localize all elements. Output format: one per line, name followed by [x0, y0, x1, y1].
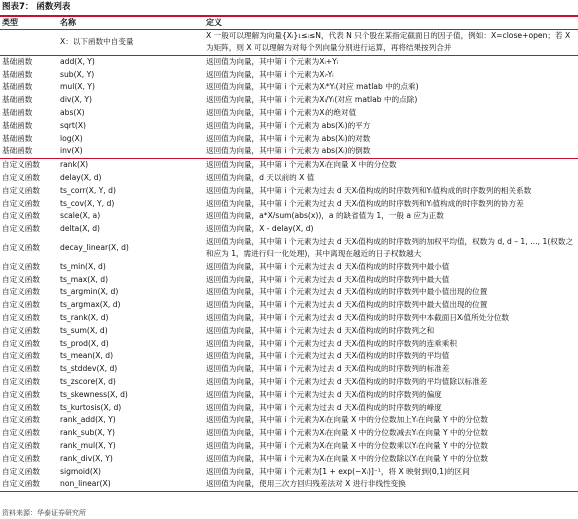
cell-name: ts_corr(X, Y, d) [60, 185, 116, 195]
cell-name: delay(X, d) [60, 172, 102, 182]
basic-function-row [0, 69, 578, 82]
cell-definition: 返回值为向量，其中第 i 个元素为Xᵢ在向量 X 中的分位数加上Yᵢ在向量 Y 中的分位数 [206, 415, 488, 425]
custom-function-row [0, 402, 578, 415]
figure-title: 图表7： 函数列表 [2, 2, 71, 12]
intro-name: X：以下函数中自变量 [60, 37, 134, 46]
custom-function-row [0, 312, 578, 325]
intro-definition: X 一般可以理解为向量{Xᵢ}₁≤ᵢ≤N，代表 N 只个股在某指定截面日的因子值，例如：X=close+open；若 X 为矩阵，则 X 可以理解为对每个列向量分别进行运算，再将结果按列合并 [206, 31, 571, 53]
cell-name: rank(X) [58, 159, 204, 172]
cell-name: non_linear(X) [58, 478, 204, 491]
cell-definition: 返回值为向量，其中第 i 个元素为过去 d 天Xᵢ值构成的时序数列中最小值 [206, 261, 450, 271]
cell-definition: 返回值为向量，其中第 i 个元素为Xᵢ在向量 X 中的分位数 [204, 159, 578, 172]
cell-type: 自定义函数 [2, 312, 40, 322]
custom-function-row [0, 261, 578, 274]
custom-function-row [0, 350, 578, 363]
cell-name: sigmoid(X) [60, 466, 101, 476]
cell-name: mul(X, Y) [60, 82, 95, 92]
cell-definition: 返回值为向量，其中第 i 个元素为Xᵢ/Yᵢ(对应 matlab 中的点除) [206, 95, 418, 105]
cell-name: sqrt(X) [60, 120, 87, 130]
cell-definition: 返回值为向量，其中第 i 个元素为过去 d 天Xᵢ值构成的时序数列的标准差 [206, 364, 450, 374]
cell-definition: 返回值为向量，其中第 i 个元素为 abs(Xᵢ)的平方 [206, 120, 371, 130]
cell-type: 自定义函数 [2, 224, 40, 234]
cell-type: 自定义函数 [2, 274, 40, 284]
custom-function-row [0, 223, 578, 236]
basic-function-row [0, 120, 578, 133]
custom-function-row [0, 376, 578, 389]
cell-definition: 返回值为向量，其中第 i 个元素为Xᵢ的绝对值 [206, 108, 357, 117]
custom-function-row [0, 172, 578, 185]
cell-definition: 返回值为向量，X - delay(X, d) [206, 224, 314, 234]
custom-function-row [0, 325, 578, 338]
cell-definition: 返回值为向量，d 天以前的 X 值 [206, 172, 315, 182]
cell-definition: 返回值为向量，其中第 i 个元素为 abs(Xᵢ)的对数 [206, 133, 371, 143]
cell-type: 自定义函数 [2, 453, 40, 463]
custom-function-row [0, 389, 578, 402]
cell-type: 基础函数 [2, 146, 33, 156]
cell-type: 基础函数 [2, 95, 33, 105]
cell-name: ts_stddev(X, d) [60, 364, 118, 374]
cell-name: ts_zscore(X, d) [60, 376, 116, 386]
cell-type: 自定义函数 [2, 466, 40, 476]
header-type: 类型 [0, 17, 58, 30]
cell-name: abs(X) [60, 108, 85, 117]
cell-name: ts_mean(X, d) [60, 351, 114, 361]
cell-type: 基础函数 [2, 108, 33, 117]
cell-type: 基础函数 [2, 120, 33, 130]
cell-type: 自定义函数 [0, 478, 58, 491]
custom-function-row [0, 236, 578, 261]
cell-name: ts_kurtosis(X, d) [60, 402, 122, 412]
custom-function-row [0, 466, 578, 479]
cell-name: ts_cov(X, Y, d) [60, 198, 115, 208]
custom-function-row [0, 414, 578, 427]
cell-name: ts_sum(X, d) [60, 325, 108, 335]
header-name: 名称 [58, 17, 204, 30]
custom-function-row [0, 453, 578, 466]
cell-type: 基础函数 [2, 82, 33, 92]
cell-type: 自定义函数 [2, 376, 40, 386]
cell-definition: 返回值为向量，a*X/sum(abs(x))，a 的缺省值为 1，一般 a 应为正数 [206, 211, 444, 221]
cell-definition: 返回值为向量，其中第 i 个元素为Xᵢ-Yᵢ [206, 69, 334, 79]
cell-definition: 返回值为向量，其中第 i 个元素为过去 d 天Xᵢ值构成的时序数列中最大值出现的位置 [206, 300, 488, 310]
custom-function-row [0, 478, 578, 491]
cell-name: rank_mul(X, Y) [60, 440, 116, 450]
custom-function-row [0, 198, 578, 211]
custom-function-row [0, 185, 578, 198]
custom-function-row [0, 159, 578, 172]
cell-name: ts_argmax(X, d) [60, 300, 121, 310]
cell-type: 基础函数 [2, 133, 33, 143]
cell-type: 自定义函数 [2, 415, 40, 425]
table-body [0, 30, 578, 492]
basic-function-row [0, 81, 578, 94]
cell-name: ts_argmin(X, d) [60, 287, 119, 297]
basic-function-row [0, 107, 578, 120]
cell-name: log(X) [60, 133, 83, 143]
cell-definition: 返回值为向量，其中第 i 个元素为Xᵢ+Yᵢ [204, 55, 578, 68]
custom-function-row [0, 299, 578, 312]
cell-definition: 返回值为向量，其中第 i 个元素为过去 d 天Xᵢ值构成的时序数列的加权平均值，权数为 d, d – 1, …, 1(权数之和应为 1，需进行归一化处理)，其中离现在越近的日子权数越大 [206, 236, 574, 259]
cell-type: 自定义函数 [2, 172, 40, 182]
cell-definition: 返回值为向量，其中第 i 个元素为过去 d 天Xᵢ值构成的时序数列和Yᵢ值构成的时序数列的协方差 [206, 198, 524, 208]
cell-name: rank_sub(X, Y) [60, 428, 115, 438]
header-definition: 定义 [204, 17, 578, 30]
cell-name: inv(X) [60, 146, 83, 156]
cell-definition: 返回值为向量，其中第 i 个元素为过去 d 天Xᵢ值构成的时序数列中最大值 [206, 274, 450, 284]
custom-function-row [0, 363, 578, 376]
cell-name: ts_skewness(X, d) [60, 389, 128, 399]
cell-definition: 返回值为向量，其中第 i 个元素为过去 d 天Xᵢ值构成的时序数列的偏度 [206, 389, 442, 399]
cell-type: 基础函数 [2, 69, 33, 79]
basic-function-row [0, 145, 578, 158]
cell-name: div(X, Y) [60, 95, 93, 105]
cell-definition: 返回值为向量，其中第 i 个元素为过去 d 天Xᵢ值构成的时序数列的平均值 [206, 351, 450, 361]
cell-name: ts_rank(X, d) [60, 312, 109, 322]
cell-type: 自定义函数 [2, 300, 40, 310]
cell-definition: 返回值为向量，其中第 i 个元素为[1 + exp(−Xᵢ)]⁻¹，将 X 映射到(0,1)的区间 [206, 466, 470, 476]
cell-definition: 返回值为向量，其中第 i 个元素为过去 d 天Xᵢ值构成的时序数列的连乘乘积 [206, 338, 457, 348]
custom-function-row [0, 286, 578, 299]
cell-type: 自定义函数 [2, 364, 40, 374]
cell-type: 自定义函数 [2, 261, 40, 271]
table-header-row [0, 17, 578, 30]
cell-name: ts_prod(X, d) [60, 338, 109, 348]
cell-definition: 返回值为向量，其中第 i 个元素为Xᵢ在向量 X 中的分位数乘以Yᵢ在向量 Y 中的分位数 [206, 440, 488, 450]
custom-function-row [0, 274, 578, 287]
intro-row [0, 30, 578, 56]
cell-name: add(X, Y) [58, 55, 204, 68]
cell-definition: 返回值为向量，其中第 i 个元素为Xᵢ在向量 X 中的分位数减去Yᵢ在向量 Y 中的分位数 [206, 428, 488, 438]
cell-name: rank_div(X, Y) [60, 453, 113, 463]
cell-definition: 返回值为向量，其中第 i 个元素为过去 d 天Xᵢ值构成的时序数列的峰度 [206, 402, 442, 412]
cell-type: 自定义函数 [2, 211, 40, 221]
cell-definition: 返回值为向量，其中第 i 个元素为Xᵢ*Yᵢ(对应 matlab 中的点乘) [206, 82, 419, 92]
cell-name: ts_min(X, d) [60, 261, 106, 271]
cell-type: 自定义函数 [2, 185, 40, 195]
cell-name: delta(X, d) [60, 224, 101, 234]
cell-type: 自定义函数 [0, 159, 58, 172]
custom-function-row [0, 440, 578, 453]
intro-type [0, 30, 58, 56]
basic-function-row [0, 94, 578, 107]
cell-type: 自定义函数 [2, 287, 40, 297]
cell-name: sub(X, Y) [60, 69, 95, 79]
cell-name: scale(X, a) [60, 211, 101, 221]
cell-definition: 返回值为向量，其中第 i 个元素为Xᵢ在向量 X 中的分位数除以Yᵢ在向量 Y 中的分位数 [206, 453, 488, 463]
source-note: 资料来源：华泰证券研究所 [2, 509, 86, 517]
cell-definition: 返回值为向量，其中第 i 个元素为过去 d 天Xᵢ值构成的时序数列和Yᵢ值构成的时序数列的相关系数 [206, 185, 532, 195]
cell-type: 自定义函数 [2, 428, 40, 438]
cell-definition: 返回值为向量，其中第 i 个元素为过去 d 天Xᵢ值构成的时序数列中最小值出现的位置 [206, 287, 488, 297]
basic-function-row [0, 55, 578, 68]
cell-type: 自定义函数 [2, 325, 40, 335]
cell-name: decay_linear(X, d) [60, 242, 129, 252]
cell-type: 自定义函数 [2, 242, 40, 252]
cell-definition: 返回值为向量，其中第 i 个元素为 abs(Xᵢ)的倒数 [206, 146, 371, 156]
cell-type: 自定义函数 [2, 338, 40, 348]
cell-name: rank_add(X, Y) [60, 415, 116, 425]
custom-function-row [0, 427, 578, 440]
cell-type: 自定义函数 [2, 351, 40, 361]
cell-type: 自定义函数 [2, 440, 40, 450]
cell-definition: 返回值为向量，其中第 i 个元素为过去 d 天Xᵢ值构成的时序数列中本截面日Xᵢ值所处分位数 [206, 312, 510, 322]
cell-type: 自定义函数 [2, 402, 40, 412]
custom-function-row [0, 338, 578, 351]
cell-definition: 返回值为向量，其中第 i 个元素为过去 d 天Xᵢ值构成的时序数列之和 [206, 325, 435, 335]
cell-type: 基础函数 [0, 55, 58, 68]
cell-type: 自定义函数 [2, 389, 40, 399]
function-table [0, 17, 578, 492]
custom-function-row [0, 210, 578, 223]
basic-function-row [0, 133, 578, 146]
cell-definition: 返回值为向量，其中第 i 个元素为过去 d 天Xᵢ值构成的时序数列的平均值除以标准差 [206, 376, 488, 386]
cell-name: ts_max(X, d) [60, 274, 109, 284]
cell-type: 自定义函数 [2, 198, 40, 208]
cell-definition: 返回值为向量，使用三次方回归残差法对 X 进行非线性变换 [204, 478, 578, 491]
